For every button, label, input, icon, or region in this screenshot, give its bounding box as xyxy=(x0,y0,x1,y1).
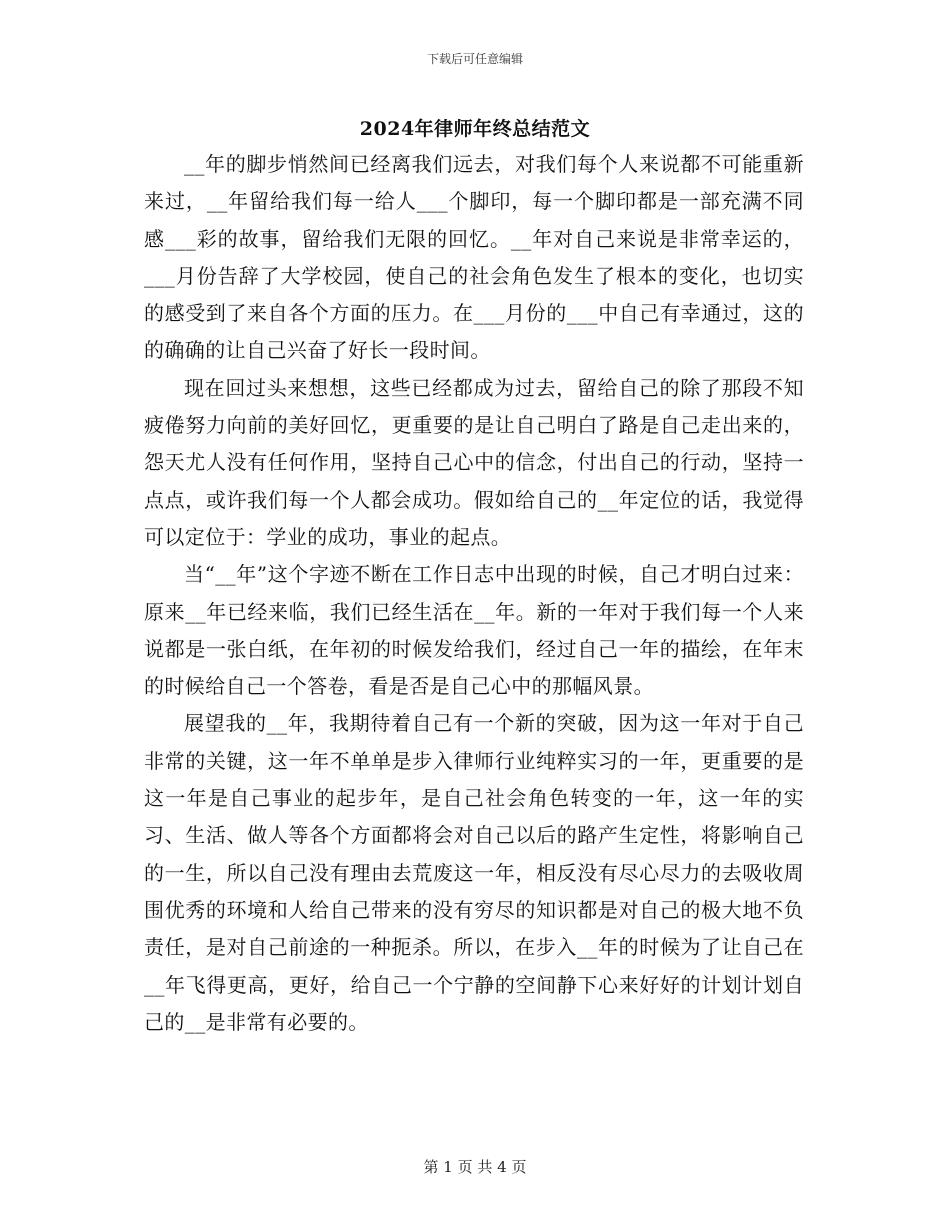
document-title: 2024年律师年终总结范文 xyxy=(359,118,591,140)
paragraph-2: 现在回过头来想想，这些已经都成为过去，留给自己的除了那段不知疲倦努力向前的美好回忆，更重要的是让自己明白了路是自己走出来的，怨天尤人没有任何作用，坚持自己心中的信念，付出自己的行动，坚持一点点，或许我们每一个人都会成功。假如给自己的__年定位的话，我觉得可以定位于：学业的成功，事业的起点。 xyxy=(144,375,804,549)
document-body xyxy=(144,146,804,1041)
paragraph-4: 展望我的__年，我期待着自己有一个新的突破，因为这一年对于自己非常的关键，这一年不单单是步入律师行业纯粹实习的一年，更重要的是这一年是自己事业的起步年，是自己社会角色转变的一年，这一年的实习、生活、做人等各个方面都将会对自己以后的路产生定性，将影响自己的一生，所以自己没有理由去荒废这一年，相反没有尽心尽力的去吸收周围优秀的环境和人给自己带来的没有穷尽的知识都是对自己的极大地不负责任，是对自己前途的一种扼杀。所以，在步入__年的时候为了让自己在__年飞得更高，更好，给自己一个宁静的空间静下心来好好的计划计划自己的__是非常有必要的。 xyxy=(144,711,804,1034)
page-header-note: 下载后可任意编辑 xyxy=(426,52,523,66)
page-number-footer: 第 1 页 共 4 页 xyxy=(423,1158,527,1176)
paragraph-1: __年的脚步悄然间已经离我们远去，对我们每个人来说都不可能重新来过，__年留给我们每一给人___个脚印，每一个脚印都是一部充满不同感___彩的故事，留给我们无限的回忆。__年对自己来说是非常幸运的，___月份告辞了大学校园，使自己的社会角色发生了根本的变化，也切实的感受到了来自各个方面的压力。在___月份的___中自己有幸通过，这的的确确的让自己兴奋了好长一段时间。 xyxy=(144,152,804,363)
paragraph-3: 当“__年”这个字迹不断在工作日志中出现的时候，自己才明白过来：原来__年已经来临，我们已经生活在__年。新的一年对于我们每一个人来说都是一张白纸，在年初的时候发给我们，经过自己一年的描绘，在年末的时候给自己一个答卷，看是否是自己心中的那幅风景。 xyxy=(144,562,804,699)
